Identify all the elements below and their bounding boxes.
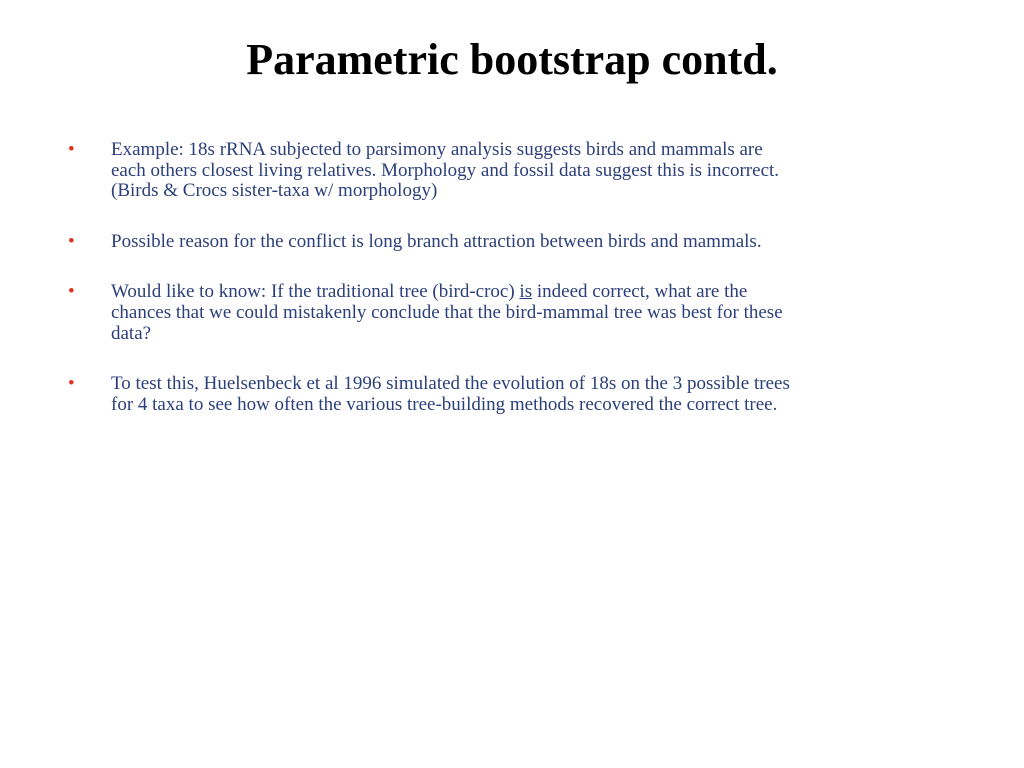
bullet-text [111,140,901,202]
bullet-line: each others closest living relatives. Morphology and fossil data suggest this is incorrect. [111,159,780,181]
bullet-line: chances that we could mistakenly conclude that the bird-mammal tree was best for these [111,301,783,323]
bullet-item-test [0,374,1024,415]
bullet-line: (Birds & Crocs sister-taxa w/ morphology) [111,180,438,202]
underlined-word: is [519,281,533,303]
bullet-item-question [0,282,1024,344]
bullet-text [111,282,901,344]
bullet-icon: • [68,139,75,160]
bullet-line: Possible reason for the conflict is long branch attraction between birds and mammals. [111,230,762,252]
bullet-line: To test this, Huelsenbeck et al 1996 simulated the evolution of 18s on the 3 possible trees [111,373,790,395]
bullet-icon: • [68,281,75,303]
bullet-text [111,374,901,415]
bullet-icon: • [68,230,75,252]
bullet-item-example [0,140,1024,202]
bullet-line-part: indeed correct, what are the [532,281,748,303]
bullet-text [111,232,901,253]
bullet-line [111,282,901,303]
bullet-line: Example: 18s rRNA subjected to parsimony analysis suggests birds and mammals are [111,139,763,160]
bullet-line: for 4 taxa to see how often the various tree-building methods recovered the correct tree. [111,393,778,415]
bullet-item-reason [0,232,1024,253]
bullet-line: data? [111,322,152,344]
bullet-list [0,140,1024,445]
bullet-icon: • [68,373,75,395]
bullet-line-part: Would like to know: If the traditional tree (bird-croc) [111,281,520,303]
slide-title: Parametric bootstrap contd. [246,35,778,84]
